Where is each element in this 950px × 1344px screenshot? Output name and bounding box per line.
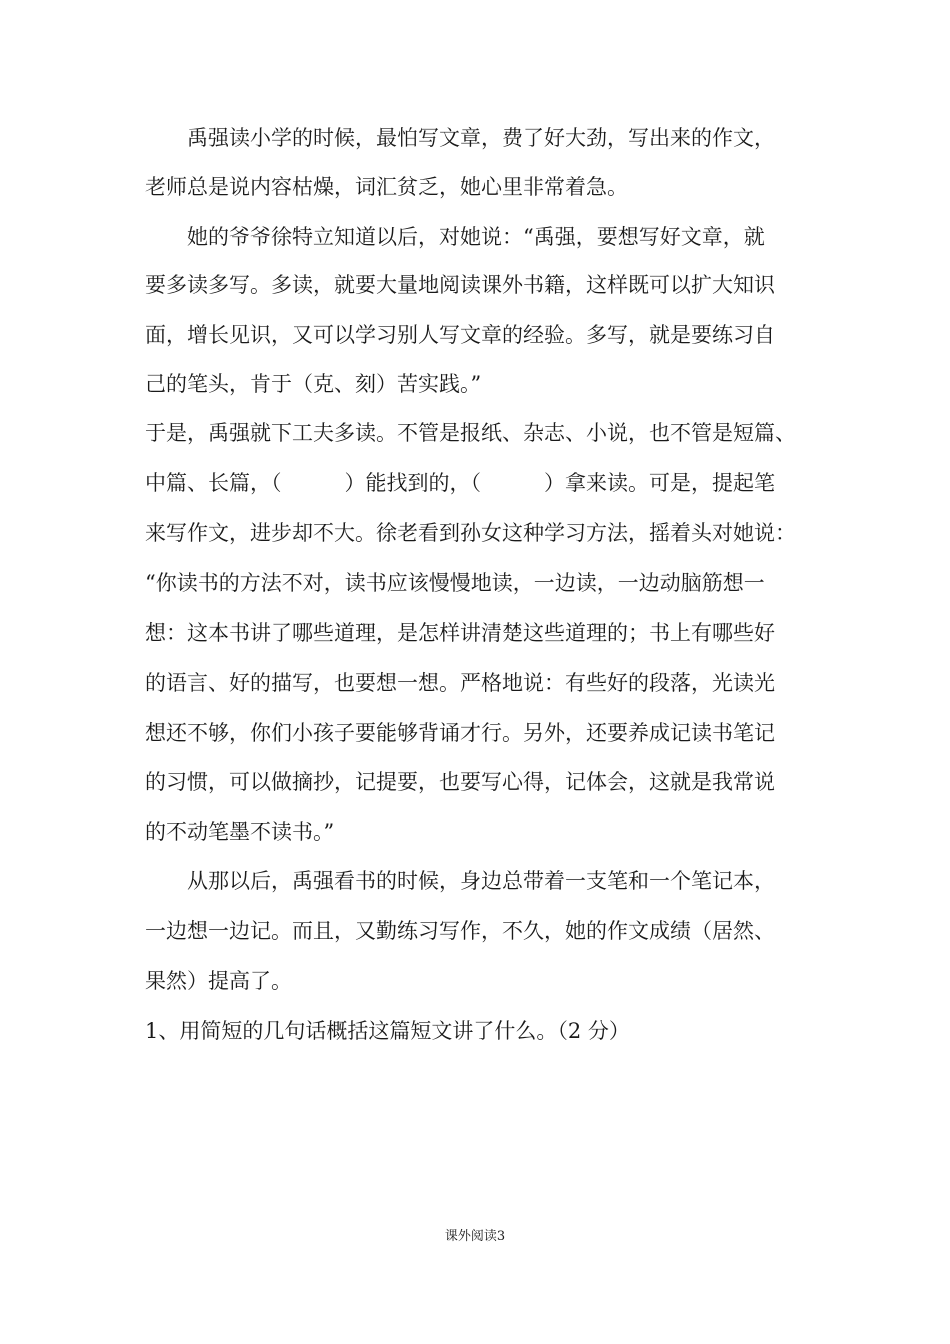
paragraph-3-line-5: 想：这本书讲了哪些道理，是怎样讲清楚这些道理的；书上有哪些好 — [145, 621, 775, 645]
paragraph-3-line-3: 来写作文，进步却不大。徐老看到孙女这种学习方法，摇着头对她说： — [145, 521, 796, 545]
paragraph-2-line-1: 她的爷爷徐特立知道以后，对她说：“禹强，要想写好文章，就 — [187, 225, 765, 249]
paragraph-3-line-6: 的语言、好的描写，也要想一想。严格地说：有些好的段落，光读光 — [145, 671, 775, 695]
paragraph-1-line-2: 老师总是说内容枯燥，词汇贫乏，她心里非常着急。 — [145, 175, 628, 199]
paragraph-3-line-2: 中篇、长篇，（ ）能找到的，（ ）拿来读。可是，提起笔 — [145, 471, 775, 495]
paragraph-3-line-1: 于是，禹强就下工夫多读。不管是报纸、杂志、小说，也不管是短篇、 — [145, 421, 796, 445]
paragraph-3-line-7: 想还不够，你们小孩子要能够背诵才行。另外，还要养成记读书笔记 — [145, 721, 775, 745]
paragraph-4-line-3: 果然）提高了。 — [145, 969, 292, 993]
paragraph-3-line-8: 的习惯，可以做摘抄，记提要，也要写心得，记体会，这就是我常说 — [145, 770, 775, 794]
paragraph-3-line-4: “你读书的方法不对，读书应该慢慢地读，一边读，一边动脑筋想一 — [145, 571, 765, 595]
page-footer: 课外阅读3 — [444, 1229, 506, 1244]
paragraph-2-line-2: 要多读多写。多读，就要大量地阅读课外书籍，这样既可以扩大知识 — [145, 273, 775, 297]
paragraph-2-line-3: 面，增长见识，又可以学习别人写文章的经验。多写，就是要练习自 — [145, 323, 775, 347]
question-1: 1、用简短的几句话概括这篇短文讲了什么。（2 分） — [145, 1019, 630, 1043]
paragraph-2-line-4: 己的笔头，肯于（克、刻）苦实践。” — [145, 372, 482, 396]
paragraph-1-line-1: 禹强读小学的时候，最怕写文章，费了好大劲，写出来的作文， — [187, 126, 775, 150]
paragraph-3-line-9: 的不动笔墨不读书。” — [145, 820, 335, 844]
paragraph-4-line-2: 一边想一边记。而且，又勤练习写作，不久，她的作文成绩（居然、 — [145, 919, 775, 943]
paragraph-4-line-1: 从那以后，禹强看书的时候，身边总带着一支笔和一个笔记本， — [187, 869, 775, 893]
